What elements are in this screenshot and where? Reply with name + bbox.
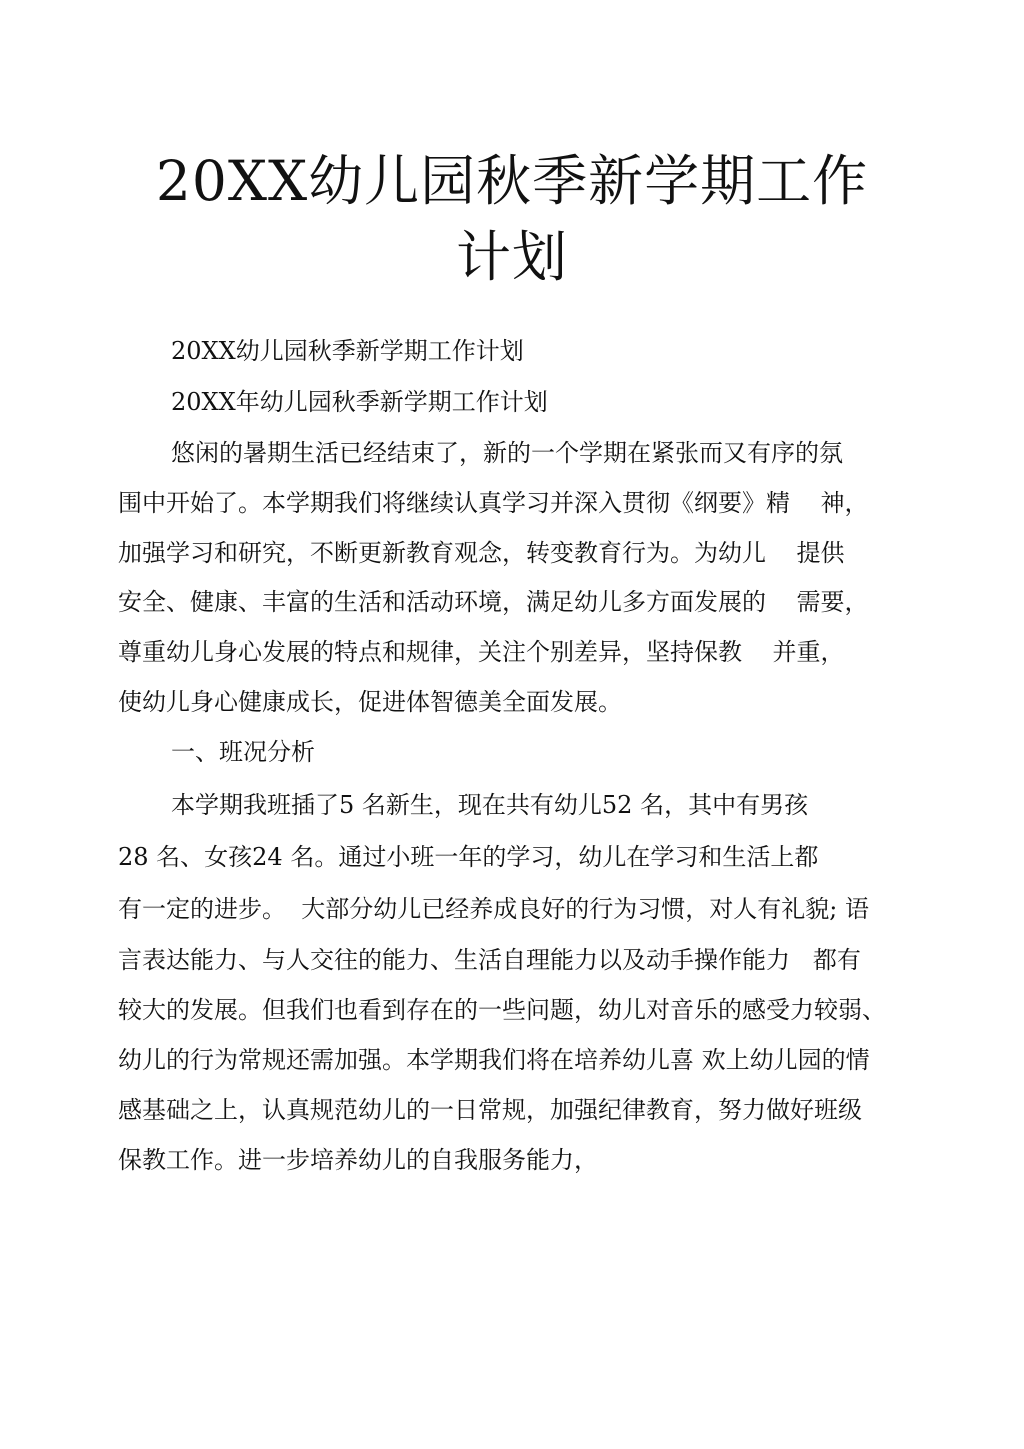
paragraph-line: 安全、健康、丰富的生活和活动环境，满足幼儿多方面发展的 需要，	[118, 588, 869, 616]
document-title-line-2: 计划	[455, 225, 568, 289]
paragraph-line: 保教工作。进一步培养幼儿的自我服务能力，	[118, 1146, 598, 1174]
paragraph-line: 感基础之上，认真规范幼儿的一日常规，加强纪律教育，努力做好班级	[118, 1096, 862, 1124]
paragraph-line: 言表达能力、与人交往的能力、生活自理能力以及动手操作能力 都有	[118, 946, 861, 974]
subtitle-line: 20XX年幼儿园秋季新学期工作计划	[171, 388, 548, 416]
paragraph-line: 28 名、女孩24 名。通过小班一年的学习，幼儿在学习和生活上都	[118, 843, 819, 871]
section-heading: 一、班况分析	[171, 738, 315, 766]
subtitle-line: 20XX幼儿园秋季新学期工作计划	[171, 337, 524, 365]
document-title-line-1: 20XX幼儿园秋季新学期工作	[155, 149, 869, 213]
paragraph-line: 加强学习和研究，不断更新教育观念，转变教育行为。为幼儿 提供	[118, 539, 845, 567]
paragraph-line: 幼儿的行为常规还需加强。本学期我们将在培养幼儿喜 欢上幼儿园的情	[118, 1046, 870, 1074]
paragraph-line: 较大的发展。但我们也看到存在的一些问题，幼儿对音乐的感受力较弱、	[118, 996, 886, 1024]
paragraph-line: 围中开始了。本学期我们将继续认真学习并深入贯彻《纲要》精 神，	[118, 489, 869, 517]
paragraph-line: 尊重幼儿身心发展的特点和规律，关注个别差异，坚持保教 并重，	[118, 638, 845, 666]
paragraph-line: 有一定的进步。 大部分幼儿已经养成良好的行为习惯，对人有礼貌; 语	[118, 895, 869, 923]
paragraph-line: 使幼儿身心健康成长，促进体智德美全面发展。	[118, 688, 622, 716]
paragraph-line: 悠闲的暑期生活已经结束了，新的一个学期在紧张而又有序的氛	[171, 439, 843, 467]
paragraph-line: 本学期我班插了5 名新生，现在共有幼儿52 名，其中有男孩	[171, 791, 809, 819]
